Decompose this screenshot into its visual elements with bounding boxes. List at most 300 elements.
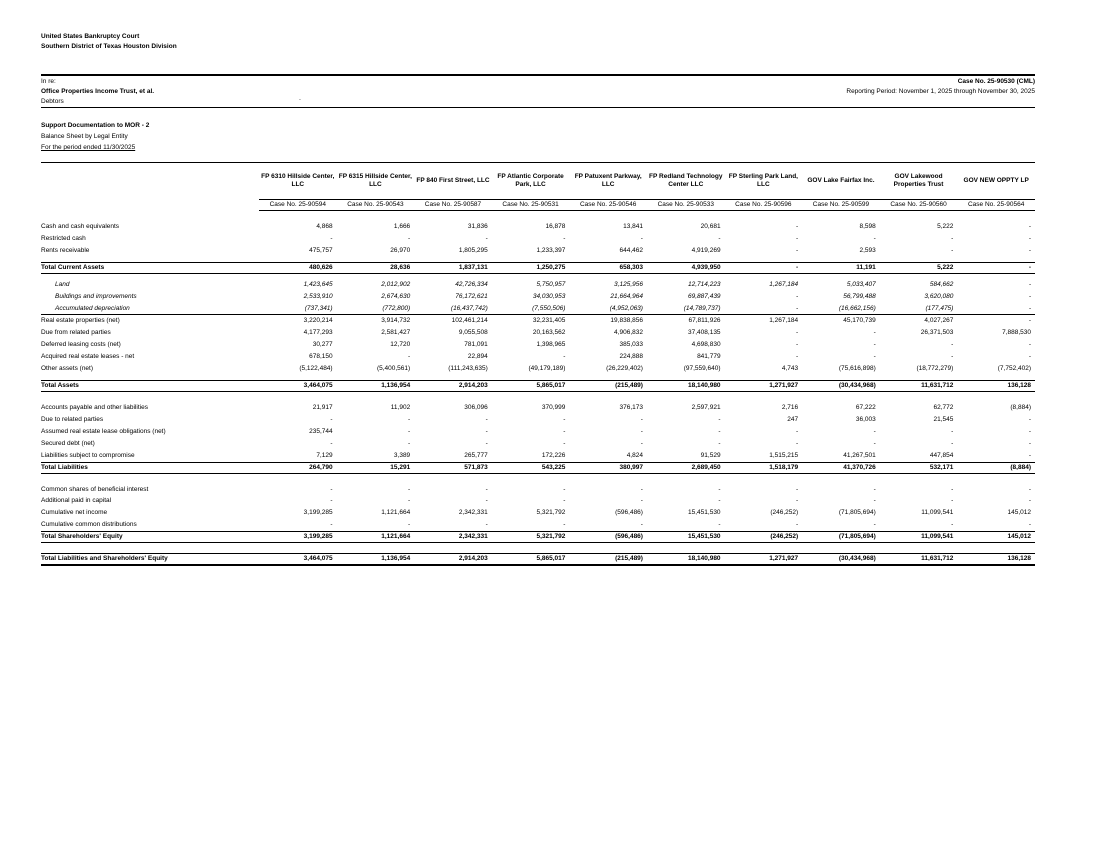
- row-label: Cash and cash equivalents: [41, 223, 120, 230]
- row-label: Assumed real estate lease obligations (net): [41, 427, 166, 435]
- cell-value: 8,598: [859, 223, 876, 230]
- row-label: Due to related parties: [41, 415, 104, 423]
- entity-header: FP Sterling Park Land, LLC: [725, 163, 803, 200]
- cell-value: -: [1028, 341, 1031, 349]
- cell-value: (71,805,694): [838, 509, 876, 517]
- cell-value: -: [1028, 292, 1031, 300]
- cell-value: -: [951, 497, 954, 505]
- cell-value: -: [563, 415, 566, 423]
- cell-value: -: [485, 485, 488, 493]
- cell-value: -: [795, 485, 799, 493]
- cell-value: -: [1028, 415, 1031, 423]
- cell-value: (97,559,640): [683, 365, 721, 373]
- cell-value: 3,620,080: [924, 292, 954, 300]
- cell-value: 37,408,135: [688, 329, 721, 337]
- cell-value: 265,777: [464, 451, 488, 459]
- cell-value: 69,887,439: [688, 292, 721, 300]
- cell-value: 12,720: [390, 341, 411, 349]
- cell-value: 4,868: [316, 223, 333, 230]
- row-label: Accounts payable and other liabilities: [41, 403, 148, 411]
- cell-value: 5,321,792: [536, 509, 566, 517]
- cell-value: 18,140,980: [647, 554, 725, 566]
- cell-value: 20,681: [700, 223, 721, 230]
- case-number-row: [41, 200, 1035, 211]
- cell-value: -: [485, 234, 488, 242]
- cell-value: -: [408, 415, 411, 423]
- cell-value: 2,716: [781, 403, 799, 411]
- cell-value: 2,689,450: [647, 462, 725, 473]
- entity-header: FP Redland Technology Center LLC: [647, 163, 725, 200]
- cell-value: -: [873, 497, 876, 505]
- entity-header: GOV Lake Fairfax Inc.: [802, 163, 880, 200]
- cell-value: 21,664,964: [610, 292, 643, 300]
- table-row: [41, 532, 1035, 543]
- cell-value: (772,800): [337, 303, 415, 315]
- cell-value: 34,030,953: [532, 292, 566, 300]
- table-row: [41, 426, 1035, 438]
- cell-value: -: [951, 353, 954, 361]
- cell-value: 11,631,712: [880, 554, 958, 566]
- cell-value: 1,398,965: [536, 341, 566, 349]
- cell-value: 2,342,331: [458, 509, 488, 517]
- cell-value: 2,593: [859, 246, 876, 254]
- cell-value: 3,199,285: [259, 532, 337, 543]
- support-title: Support Documentation to MOR - 2: [41, 122, 150, 129]
- spacer-row: [41, 391, 1035, 402]
- spacer-row: [41, 211, 1035, 222]
- row-label: Cumulative common distributions: [41, 519, 259, 531]
- row-label: Secured debt (net): [41, 439, 95, 447]
- cell-value: 2,914,203: [414, 380, 492, 391]
- table-row: [41, 380, 1035, 391]
- table-row: [41, 438, 1035, 450]
- cell-value: (7,752,402): [997, 365, 1031, 373]
- table-row: [41, 351, 1035, 363]
- cell-value: -: [647, 519, 725, 531]
- cell-value: 3,464,075: [259, 554, 337, 566]
- balance-sheet-table: [41, 162, 1035, 566]
- cell-value: -: [563, 439, 566, 447]
- table-row: [41, 414, 1035, 426]
- cell-value: -: [330, 485, 333, 493]
- table-row: [41, 279, 1035, 291]
- cell-value: -: [330, 497, 333, 505]
- support-subtitle: Balance Sheet by Legal Entity: [41, 133, 128, 140]
- row-label: Liabilities subject to compromise: [41, 451, 135, 459]
- cell-value: 3,199,285: [303, 509, 333, 517]
- cell-value: -: [1028, 280, 1031, 288]
- row-label: Total Shareholders' Equity: [41, 532, 259, 543]
- cell-value: 21,545: [933, 415, 954, 423]
- cell-value: -: [408, 427, 411, 435]
- cell-value: 13,841: [623, 223, 643, 230]
- table-row: [41, 245, 1035, 257]
- cell-value: 2,674,630: [381, 292, 411, 300]
- table-row: [41, 221, 1035, 233]
- stray-mark: .: [299, 95, 301, 102]
- cell-value: 447,854: [929, 451, 954, 459]
- cell-value: -: [1028, 485, 1031, 493]
- cell-value: 1,837,131: [414, 262, 492, 273]
- cell-value: 15,291: [337, 462, 415, 473]
- cell-value: 1,250,275: [492, 262, 570, 273]
- spacer-row: [41, 473, 1035, 484]
- entity-header: GOV NEW OPPTY LP: [957, 163, 1035, 200]
- cell-value: (30,434,968): [802, 380, 880, 391]
- cell-value: -: [640, 485, 643, 493]
- cell-value: 644,462: [619, 246, 643, 254]
- cell-value: 1,121,664: [337, 532, 415, 543]
- cell-value: -: [957, 303, 1035, 315]
- cell-value: 145,012: [1007, 509, 1031, 517]
- cell-value: 7,888,530: [1002, 329, 1031, 337]
- cell-value: -: [1028, 353, 1031, 361]
- cell-value: -: [795, 234, 799, 242]
- cell-value: -: [1028, 223, 1031, 230]
- cell-value: -: [951, 341, 954, 349]
- cell-value: -: [330, 415, 333, 423]
- entity-case-number: Case No. 25-90546: [569, 200, 647, 211]
- table-row: [41, 554, 1035, 566]
- cell-value: 1,136,954: [337, 380, 415, 391]
- cell-value: -: [795, 292, 799, 300]
- cell-value: 658,303: [569, 262, 647, 273]
- row-label: Restricted cash: [41, 234, 86, 242]
- row-label: Total Liabilities and Shareholders' Equity: [41, 554, 259, 566]
- cell-value: 841,779: [697, 353, 721, 361]
- cell-value: -: [640, 497, 643, 505]
- cell-value: -: [1028, 317, 1031, 325]
- cell-value: -: [951, 439, 954, 447]
- table-row: [41, 339, 1035, 351]
- cell-value: -: [873, 485, 876, 493]
- cell-value: 3,125,956: [614, 280, 643, 288]
- cell-value: 16,878: [545, 223, 566, 230]
- court-division: Southern District of Texas Houston Division: [41, 43, 177, 50]
- entity-header-row: [41, 163, 1035, 200]
- row-label: Total Liabilities: [41, 462, 259, 473]
- cell-value: 28,636: [337, 262, 415, 273]
- cell-value: (14,789,737): [647, 303, 725, 315]
- cell-value: 4,027,267: [924, 317, 954, 325]
- cell-value: 15,451,530: [647, 532, 725, 543]
- cell-value: (18,772,279): [916, 365, 954, 373]
- cell-value: 2,012,902: [381, 280, 411, 288]
- entity-case-number: Case No. 25-90599: [802, 200, 880, 211]
- table-row: [41, 327, 1035, 339]
- entity-header: FP 6315 Hillside Center, LLC: [337, 163, 415, 200]
- entity-case-number: Case No. 25-90587: [414, 200, 492, 211]
- cell-value: (596,486): [615, 509, 643, 517]
- cell-value: 4,698,830: [691, 341, 721, 349]
- table-row: [41, 484, 1035, 496]
- cell-value: 571,873: [414, 462, 492, 473]
- debtors-label: Debtors: [41, 98, 64, 105]
- cell-value: 12,714,223: [688, 280, 721, 288]
- cell-value: -: [795, 329, 799, 337]
- cell-value: -: [330, 234, 333, 242]
- cell-value: 306,096: [464, 403, 488, 411]
- cell-value: 31,836: [467, 223, 488, 230]
- cell-value: -: [718, 439, 721, 447]
- cell-value: -: [414, 519, 492, 531]
- cell-value: 11,191: [802, 262, 880, 273]
- row-label: Deferred leasing costs (net): [41, 341, 121, 349]
- cell-value: 11,099,541: [921, 509, 954, 517]
- cell-value: 30,277: [312, 341, 333, 349]
- row-label: Land: [55, 280, 70, 288]
- cell-value: -: [957, 519, 1035, 531]
- court-name: United States Bankruptcy Court: [41, 33, 140, 40]
- cell-value: 145,012: [957, 532, 1035, 543]
- cell-value: -: [640, 439, 643, 447]
- cell-value: 4,919,269: [691, 246, 721, 254]
- entity-case-number: Case No. 25-90564: [957, 200, 1035, 211]
- cell-value: 136,128: [957, 554, 1035, 566]
- cell-value: 9,055,508: [458, 329, 488, 337]
- cell-value: -: [485, 415, 488, 423]
- table-row: [41, 519, 1035, 531]
- cell-value: 380,997: [569, 462, 647, 473]
- cell-value: -: [1028, 439, 1031, 447]
- cell-value: -: [725, 519, 803, 531]
- cell-value: 136,128: [957, 380, 1035, 391]
- entity-header: FP 840 First Street, LLC: [414, 163, 492, 200]
- cell-value: 370,999: [541, 403, 566, 411]
- cell-value: 102,461,214: [451, 317, 488, 325]
- cell-value: -: [795, 427, 799, 435]
- cell-value: 264,790: [259, 462, 337, 473]
- cell-value: 1,666: [393, 223, 411, 230]
- cell-value: 3,464,075: [259, 380, 337, 391]
- cell-value: 3,914,732: [381, 317, 411, 325]
- cell-value: 1,121,664: [381, 509, 411, 517]
- header-rule: [41, 74, 1035, 76]
- cell-value: -: [563, 427, 566, 435]
- cell-value: 42,726,334: [455, 280, 488, 288]
- cell-value: 475,757: [309, 246, 333, 254]
- cell-value: -: [873, 234, 876, 242]
- table-row: [41, 507, 1035, 519]
- cell-value: -: [408, 485, 411, 493]
- cell-value: -: [951, 246, 954, 254]
- cell-value: 2,581,427: [381, 329, 411, 337]
- support-period: For the period ended 11/30/2025: [41, 144, 136, 151]
- entity-case-number: Case No. 25-90531: [492, 200, 570, 211]
- cell-value: -: [795, 341, 799, 349]
- cell-value: 235,744: [309, 427, 333, 435]
- cell-value: 5,222: [937, 223, 954, 230]
- cell-value: (30,434,968): [802, 554, 880, 566]
- cell-value: 781,091: [464, 341, 488, 349]
- cell-value: -: [1028, 246, 1031, 254]
- cell-value: 67,222: [855, 403, 876, 411]
- cell-value: 584,662: [929, 280, 954, 288]
- row-label: Rents receivable: [41, 246, 90, 254]
- cell-value: -: [485, 427, 488, 435]
- cell-value: -: [640, 427, 643, 435]
- entity-case-number: Case No. 25-90543: [337, 200, 415, 211]
- row-label: Total Assets: [41, 380, 259, 391]
- entity-header: GOV Lakewood Properties Trust: [880, 163, 958, 200]
- cell-value: 5,033,407: [846, 280, 876, 288]
- cell-value: (246,252): [725, 532, 803, 543]
- cell-value: 26,371,503: [920, 329, 954, 337]
- spacer-row: [41, 543, 1035, 554]
- cell-value: -: [873, 427, 876, 435]
- cell-value: -: [485, 497, 488, 505]
- cell-value: (596,486): [569, 532, 647, 543]
- entity-case-number: Case No. 25-90596: [725, 200, 803, 211]
- cell-value: (75,616,898): [838, 365, 876, 373]
- entity-case-number: Case No. 25-90594: [259, 200, 337, 211]
- cell-value: -: [563, 353, 566, 361]
- cell-value: (111,243,635): [448, 365, 488, 373]
- cell-value: -: [795, 497, 799, 505]
- row-label: Real estate properties (net): [41, 317, 120, 325]
- cell-value: (71,805,694): [802, 532, 880, 543]
- cell-value: -: [957, 262, 1035, 273]
- cell-value: -: [408, 353, 411, 361]
- entity-header: FP Patuxent Parkway, LLC: [569, 163, 647, 200]
- cell-value: -: [569, 519, 647, 531]
- row-label: Cumulative net income: [41, 509, 108, 517]
- cell-value: -: [1028, 497, 1031, 505]
- table-row: [41, 495, 1035, 507]
- cell-value: 385,033: [619, 341, 643, 349]
- cell-value: 678,150: [309, 353, 333, 361]
- table-row: [41, 363, 1035, 375]
- cell-value: (7,550,506): [492, 303, 570, 315]
- cell-value: (16,437,742): [414, 303, 492, 315]
- cell-value: (246,252): [770, 509, 799, 517]
- cell-value: (16,662,156): [802, 303, 880, 315]
- cell-value: -: [873, 353, 876, 361]
- cell-value: 4,906,832: [614, 329, 643, 337]
- cell-value: -: [563, 485, 566, 493]
- cell-value: -: [802, 519, 880, 531]
- cell-value: -: [640, 415, 643, 423]
- cell-value: 41,370,726: [802, 462, 880, 473]
- cell-value: 480,626: [259, 262, 337, 273]
- cell-value: 4,177,293: [303, 329, 333, 337]
- cell-value: -: [1028, 427, 1031, 435]
- cell-value: 4,824: [626, 451, 643, 459]
- cell-value: 1,805,295: [458, 246, 488, 254]
- cell-value: (737,341): [259, 303, 337, 315]
- cell-value: -: [408, 497, 411, 505]
- cell-value: -: [718, 415, 721, 423]
- reporting-period: Reporting Period: November 1, 2025 through November 30, 2025: [846, 88, 1035, 95]
- cell-value: -: [725, 303, 803, 315]
- row-label: Accumulated depreciation: [41, 303, 259, 315]
- cell-value: -: [259, 519, 337, 531]
- cell-value: 20,163,562: [532, 329, 566, 337]
- row-label: Other assets (net): [41, 365, 94, 373]
- table-row: [41, 402, 1035, 414]
- cell-value: (26,229,402): [606, 365, 643, 373]
- cell-value: 376,173: [619, 403, 643, 411]
- cell-value: 5,222: [880, 262, 958, 273]
- row-label: Due from related parties: [41, 329, 111, 337]
- cell-value: 1,518,179: [725, 462, 803, 473]
- cell-value: 11,099,541: [880, 532, 958, 543]
- cell-value: -: [718, 427, 721, 435]
- row-label: Acquired real estate leases - net: [41, 353, 135, 361]
- cell-value: (49,179,189): [528, 365, 566, 373]
- cell-value: 18,140,980: [647, 380, 725, 391]
- cell-value: -: [640, 234, 643, 242]
- cell-value: 22,894: [467, 353, 488, 361]
- debtor-name: Office Properties Income Trust, et al.: [41, 88, 155, 95]
- cell-value: 67,811,926: [688, 317, 721, 325]
- cell-value: -: [795, 246, 799, 254]
- entity-case-number: Case No. 25-90533: [647, 200, 725, 211]
- table-row: [41, 462, 1035, 473]
- cell-value: 2,597,921: [691, 403, 721, 411]
- table-row: [41, 303, 1035, 315]
- cell-value: 5,865,017: [492, 554, 570, 566]
- cell-value: 7,129: [316, 451, 333, 459]
- entity-case-number: Case No. 25-90560: [880, 200, 958, 211]
- cell-value: (177,475): [880, 303, 958, 315]
- cell-value: 224,888: [619, 353, 643, 361]
- cell-value: 45,170,739: [843, 317, 876, 325]
- cell-value: 1,515,215: [769, 451, 799, 459]
- cell-value: -: [408, 234, 411, 242]
- cell-value: (215,489): [569, 554, 647, 566]
- cell-value: 1,423,645: [303, 280, 333, 288]
- cell-value: 1,233,397: [536, 246, 566, 254]
- cell-value: -: [563, 497, 566, 505]
- cell-value: -: [718, 234, 721, 242]
- in-re-label: In re:: [41, 78, 56, 85]
- cell-value: -: [873, 329, 876, 337]
- cell-value: 11,631,712: [880, 380, 958, 391]
- row-label: Common shares of beneficial interest: [41, 485, 149, 493]
- cell-value: 543,225: [492, 462, 570, 473]
- cell-value: -: [408, 439, 411, 447]
- cell-value: 3,389: [393, 451, 411, 459]
- cell-value: (8,884): [1010, 403, 1031, 411]
- cell-value: 4,939,950: [647, 262, 725, 273]
- cell-value: (5,122,484): [299, 365, 333, 373]
- entity-header: FP 6310 Hillside Center, LLC: [259, 163, 337, 200]
- cell-value: -: [951, 485, 954, 493]
- cell-value: -: [880, 519, 958, 531]
- cell-value: -: [563, 234, 566, 242]
- table-row: [41, 233, 1035, 245]
- cell-value: -: [725, 262, 803, 273]
- cell-value: -: [337, 519, 415, 531]
- cell-value: 3,220,214: [303, 317, 333, 325]
- cell-value: 172,226: [541, 451, 566, 459]
- cell-value: -: [718, 485, 721, 493]
- cell-value: -: [1028, 451, 1031, 459]
- cell-value: 1,267,184: [769, 317, 799, 325]
- cell-value: 11,902: [390, 403, 411, 411]
- cell-value: -: [485, 439, 488, 447]
- cell-value: 2,342,331: [414, 532, 492, 543]
- cell-value: -: [951, 234, 954, 242]
- cell-value: -: [795, 353, 799, 361]
- cell-value: 36,003: [855, 415, 876, 423]
- row-label: Additional paid in capital: [41, 497, 112, 505]
- cell-value: 19,838,856: [610, 317, 643, 325]
- cell-value: 21,917: [312, 403, 333, 411]
- cell-value: 5,865,017: [492, 380, 570, 391]
- cell-value: -: [795, 223, 799, 230]
